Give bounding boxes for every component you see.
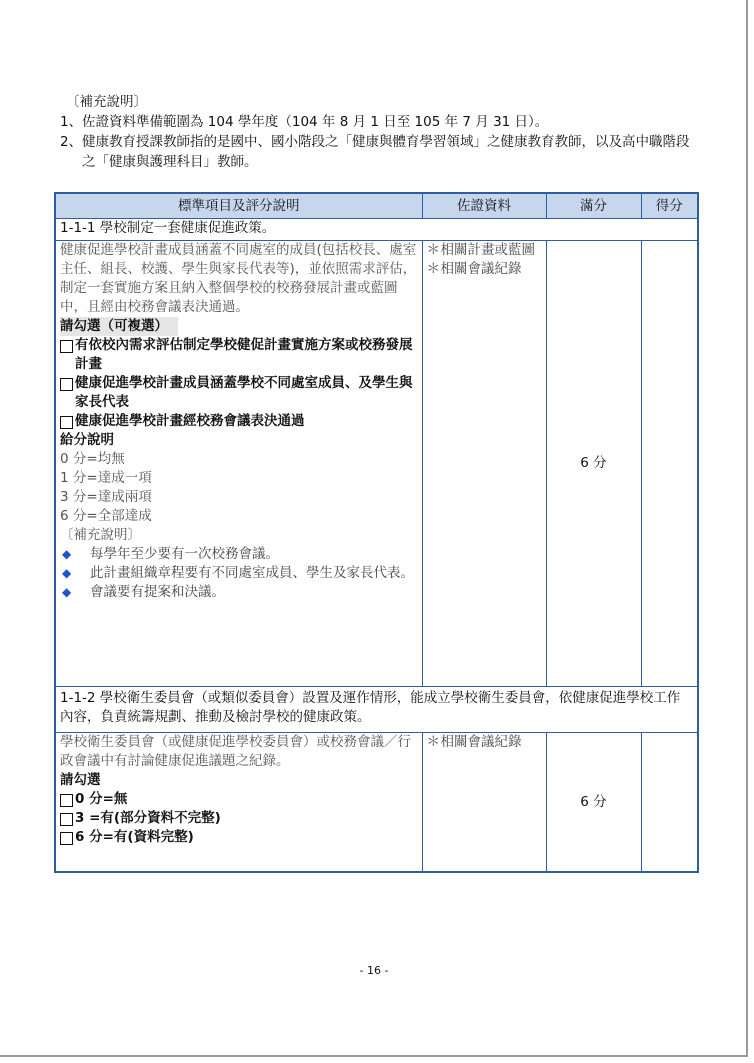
full-score-cell: 6 分 xyxy=(546,241,641,687)
bullet-item: ◆ 會議要有提案和決議。 xyxy=(62,584,225,600)
bullet-item: ◆ 此計畫組織章程要有不同處室成員、學生及家長代表。 xyxy=(62,565,414,581)
table-row xyxy=(55,241,698,687)
criteria-description: 健康促進學校計畫成員涵蓋不同處室的成員(包括校長、處室主任、組長、校護、學生與家長代表等)，並依照需求評估，制定一套實施方案且納入整個學校的校務發展計畫或藍圖中，且經由校務會議表決通過。 xyxy=(60,242,417,315)
checkbox-item[interactable]: 0 分=無 xyxy=(60,790,418,809)
note-number: 1、 xyxy=(60,114,83,130)
bullet-item: ◆ 每學年至少要有一次校務會議。 xyxy=(62,546,279,562)
note-item xyxy=(60,112,700,132)
note-text: 健康教育授課教師指的是國中、國小階段之「健康與體育學習領域」之健康教育教師，以及高中職階段之「健康與護理科目」教師。 xyxy=(82,134,690,170)
diamond-icon: ◆ xyxy=(62,566,72,580)
note-item xyxy=(60,132,700,172)
header-full-score: 滿分 xyxy=(546,193,641,219)
scoring-label: 給分說明 xyxy=(60,432,114,448)
diamond-icon: ◆ xyxy=(62,547,72,561)
note-number: 2、 xyxy=(60,134,83,150)
score-cell[interactable] xyxy=(641,241,698,687)
asterisk-icon: ＊ xyxy=(426,734,440,750)
scoring-line: 3 分=達成兩項 xyxy=(60,489,152,505)
asterisk-icon: ＊ xyxy=(426,242,440,258)
scoring-line: 1 分=達成一項 xyxy=(60,470,152,486)
criteria-description: 學校衛生委員會（或健康促進學校委員會）或校務會議／行政會議中有討論健康促進議題之紀錄。 xyxy=(60,734,411,769)
evidence-cell xyxy=(422,733,546,873)
checkbox-icon[interactable] xyxy=(60,416,73,429)
header-score: 得分 xyxy=(641,193,698,219)
header-evidence: 佐證資料 xyxy=(422,193,546,219)
section-title-row xyxy=(55,219,698,241)
asterisk-icon: ＊ xyxy=(426,261,440,277)
scoring-line: 0 分=均無 xyxy=(60,451,125,467)
table-header-row xyxy=(55,193,698,219)
check-label: 請勾選 xyxy=(60,772,101,788)
checkbox-item[interactable]: 3 =有(部分資料不完整) xyxy=(60,809,418,828)
criteria-cell xyxy=(55,241,422,687)
checkbox-icon[interactable] xyxy=(60,378,73,391)
supplement-label: 〔補充說明〕 xyxy=(60,527,141,543)
evaluation-table xyxy=(54,192,699,873)
evidence-item: ＊ 相關計畫或藍圖 xyxy=(426,242,535,258)
checkbox-item[interactable]: 6 分=有(資料完整) xyxy=(60,828,418,847)
checkbox-icon[interactable] xyxy=(60,340,73,353)
header-criteria: 標準項目及評分說明 xyxy=(55,193,422,219)
section-title-row xyxy=(55,687,698,733)
table-row xyxy=(55,733,698,873)
checkbox-icon[interactable] xyxy=(60,832,73,845)
full-score-cell: 6 分 xyxy=(546,733,641,873)
section-title: 1-1-1 學校制定一套健康促進政策。 xyxy=(55,219,698,241)
checkbox-item[interactable]: 健康促進學校計畫經校務會議表決通過 xyxy=(60,412,418,431)
checkbox-icon[interactable] xyxy=(60,813,73,826)
criteria-cell xyxy=(55,733,422,873)
checkbox-item[interactable]: 有依校內需求評估制定學校健促計畫實施方案或校務發展計畫 xyxy=(60,336,418,374)
diamond-icon: ◆ xyxy=(62,585,72,599)
section-title: 1-1-2 學校衛生委員會（或類似委員會）設置及運作情形，能成立學校衛生委員會，依健康促進學校工作內容，負責統籌規劃、推動及檢討學校的健康政策。 xyxy=(55,687,698,733)
check-label: 請勾選（可複選） xyxy=(60,317,418,336)
evidence-item: ＊ 相關會議紀錄 xyxy=(426,734,522,750)
scoring-line: 6 分=全部達成 xyxy=(60,508,152,524)
supplementary-notes xyxy=(60,92,700,172)
note-text: 佐證資料準備範圍為 104 學年度（104 年 8 月 1 日至 105 年 7 月 31 日）。 xyxy=(82,114,549,130)
notes-header: 〔補充說明〕 xyxy=(66,94,147,110)
score-cell[interactable] xyxy=(641,733,698,873)
evidence-item: ＊ 相關會議紀錄 xyxy=(426,261,522,277)
checkbox-icon[interactable] xyxy=(60,794,73,807)
evidence-cell xyxy=(422,241,546,687)
checkbox-item[interactable]: 健康促進學校計畫成員涵蓋學校不同處室成員、及學生與家長代表 xyxy=(60,374,418,412)
page-number: - 16 - xyxy=(359,964,389,977)
